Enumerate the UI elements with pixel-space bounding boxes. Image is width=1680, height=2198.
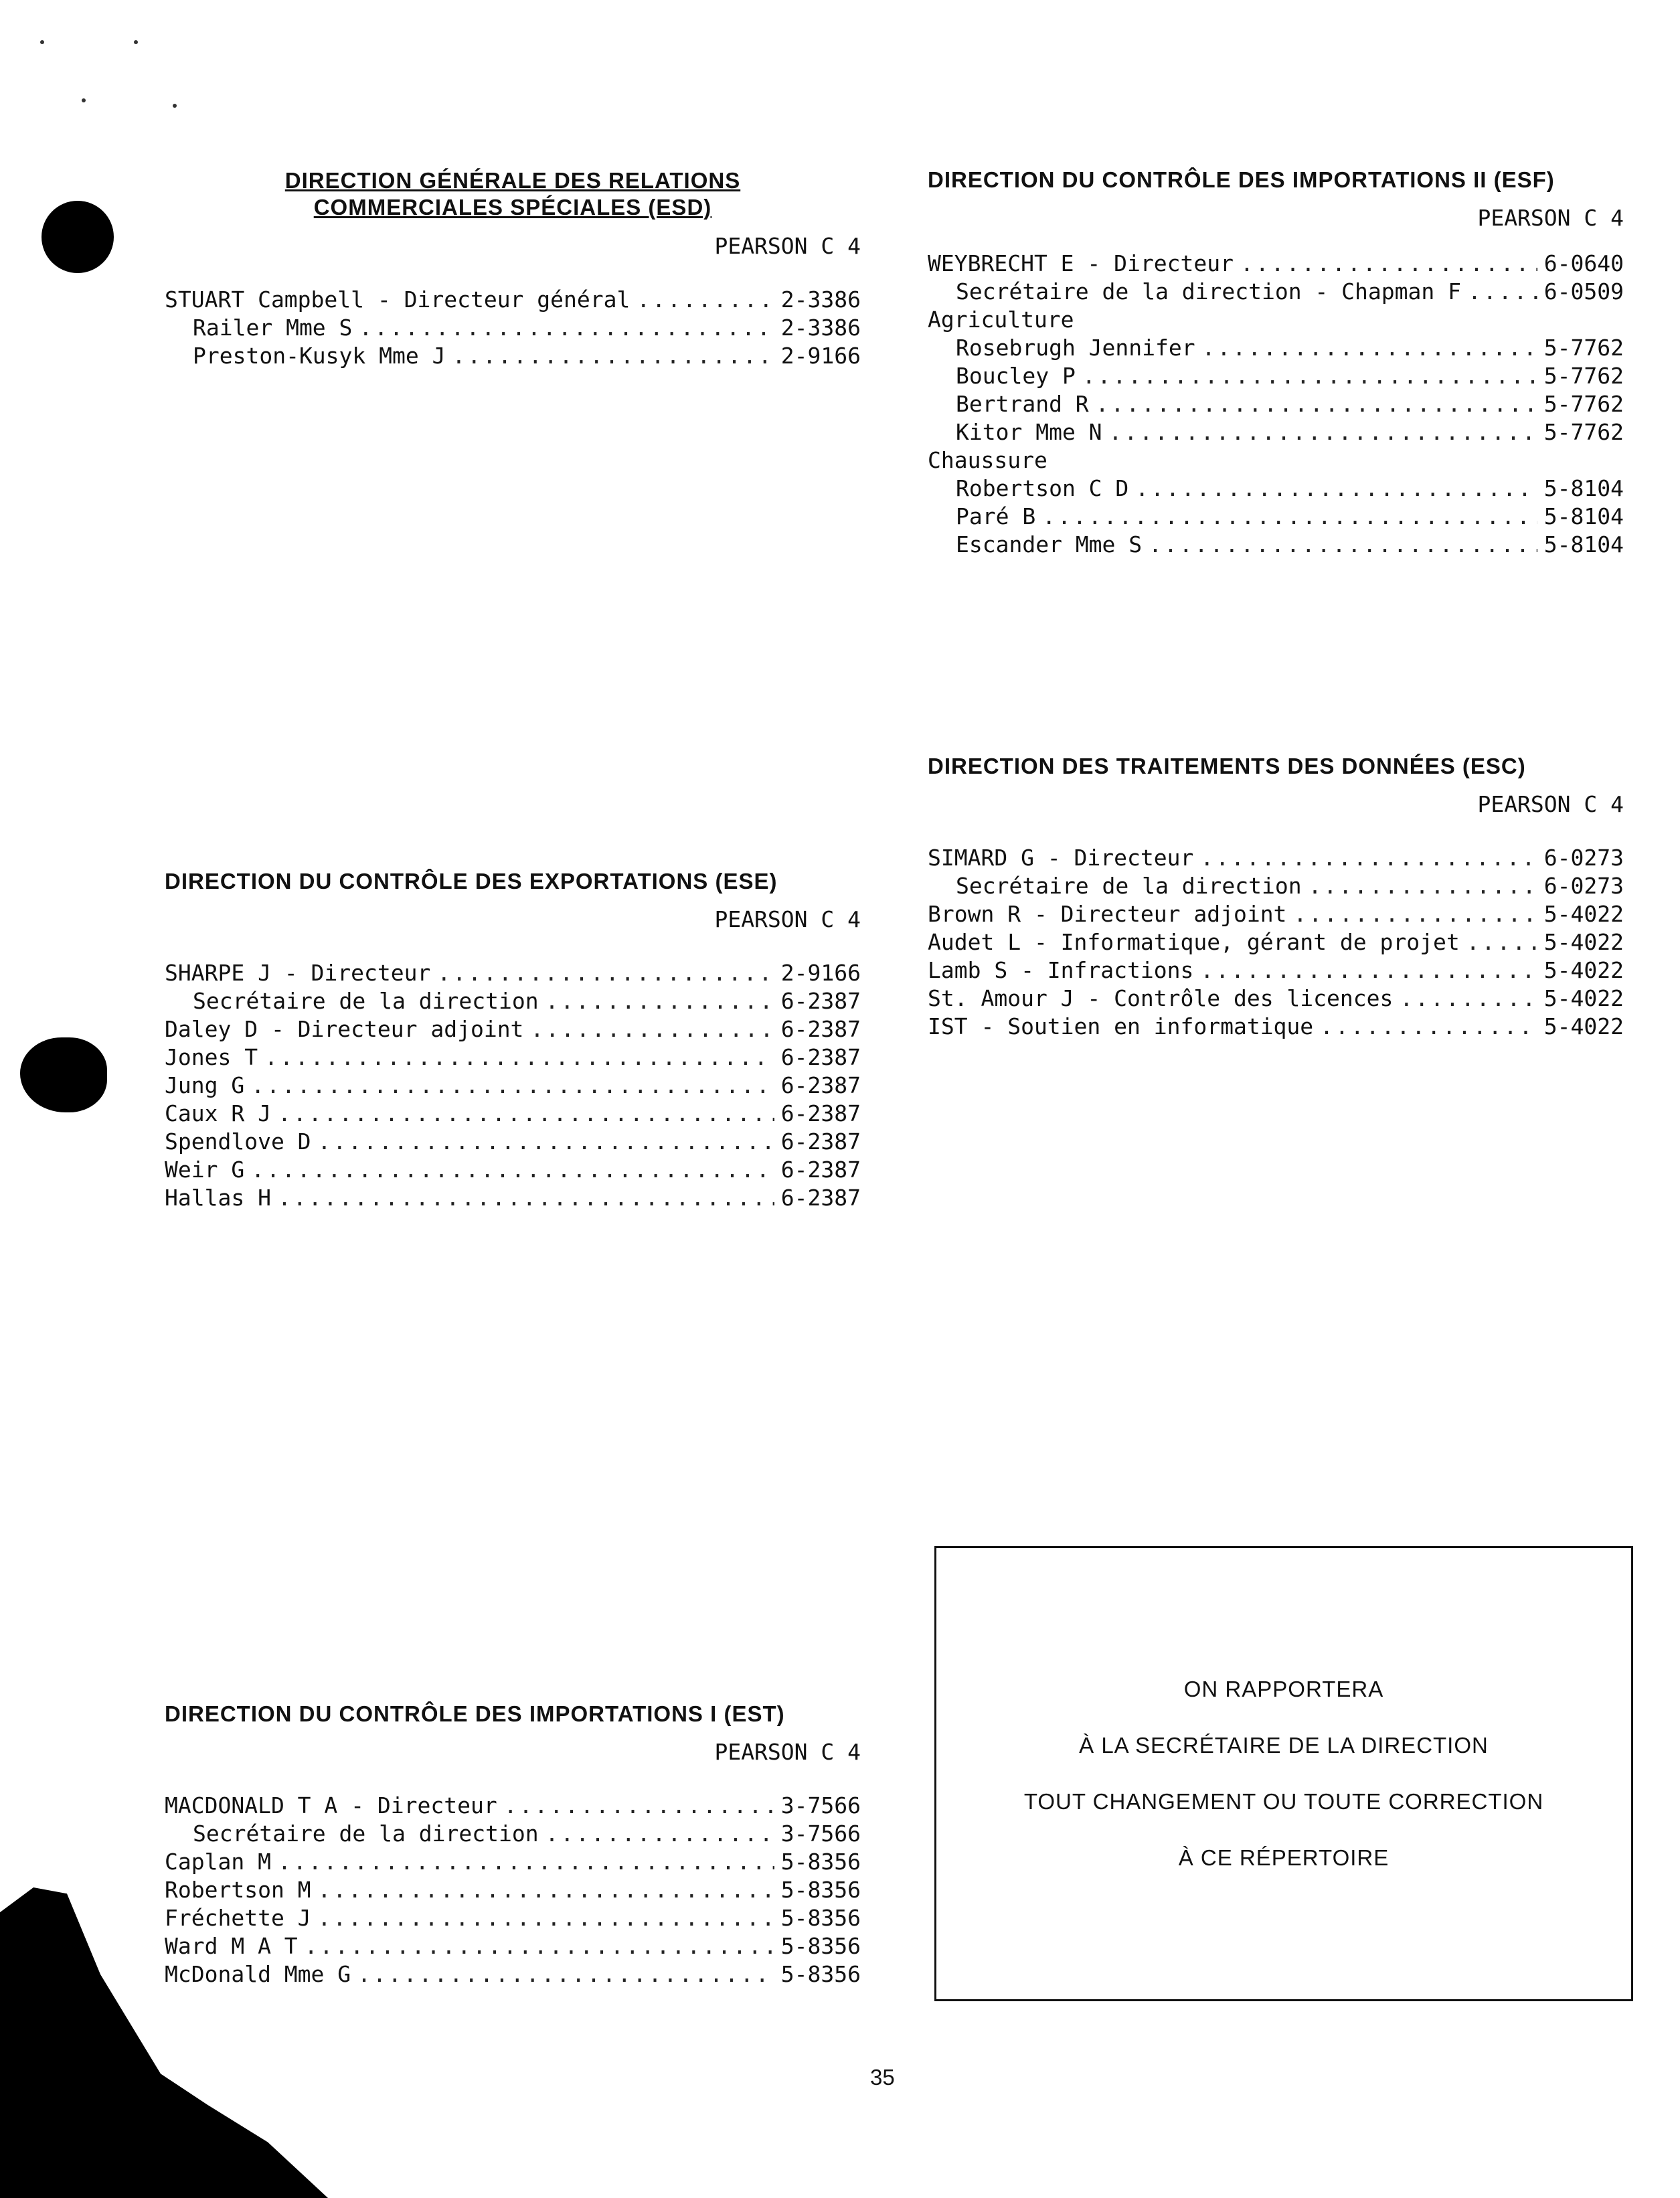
dot-leader (278, 1848, 774, 1876)
dot-leader (1293, 900, 1537, 928)
directory-entry (165, 959, 861, 987)
entry-phone: 2-3386 (780, 315, 861, 341)
entry-name: Hallas H (165, 1185, 271, 1211)
directory-list (165, 1792, 861, 1989)
notice-line: À LA SECRÉTAIRE DE LA DIRECTION (1079, 1733, 1489, 1758)
entry-name: Ward M A T (165, 1933, 298, 1959)
dot-leader (1096, 390, 1537, 418)
directory-list (165, 286, 861, 370)
notice-line: TOUT CHANGEMENT OU TOUTE CORRECTION (1023, 1789, 1544, 1814)
entry-name: Caplan M (165, 1849, 271, 1875)
dot-leader (251, 1156, 774, 1184)
directory-entry (928, 900, 1624, 928)
page-number: 35 (870, 2065, 895, 2090)
entry-name: Escander Mme S (956, 531, 1143, 558)
directory-entry (928, 531, 1624, 559)
dot-leader (545, 1820, 774, 1848)
section-title: DIRECTION DU CONTRÔLE DES EXPORTATIONS (ESE) (165, 869, 778, 894)
entry-phone: 5-7762 (1543, 419, 1624, 445)
entry-name: SHARPE J - Directeur (165, 960, 431, 986)
section-esf (928, 167, 1624, 559)
entry-phone: 5-8104 (1543, 531, 1624, 558)
entry-phone: 5-4022 (1543, 929, 1624, 955)
entry-phone: 5-7762 (1543, 335, 1624, 361)
directory-entry (928, 503, 1624, 531)
entry-name: Secrétaire de la direction - Chapman F (956, 278, 1461, 305)
entry-phone: 6-2387 (780, 1016, 861, 1042)
directory-entry (928, 956, 1624, 985)
directory-entry (165, 1904, 861, 1932)
entry-phone: 3-7566 (780, 1792, 861, 1819)
location-label: PEARSON C 4 (714, 1739, 861, 1765)
entry-name: Kitor Mme N (956, 419, 1102, 445)
dot-leader (1109, 418, 1537, 446)
scan-speck (173, 104, 177, 108)
directory-entry (928, 418, 1624, 446)
entry-phone: 5-4022 (1543, 985, 1624, 1011)
entry-name: Daley D - Directeur adjoint (165, 1016, 524, 1042)
scan-speck (40, 40, 44, 44)
dot-leader (1202, 334, 1537, 362)
entry-name: MACDONALD T A - Directeur (165, 1792, 497, 1819)
dot-leader (1200, 844, 1537, 872)
dot-leader (1309, 872, 1537, 900)
directory-entry (165, 1848, 861, 1876)
entry-name: Secrétaire de la direction (956, 873, 1302, 899)
directory-entry (165, 342, 861, 370)
punch-hole-middle (20, 1037, 107, 1112)
directory-entry (165, 1015, 861, 1043)
dot-leader (305, 1932, 774, 1960)
entry-phone: 6-2387 (780, 1128, 861, 1155)
location-label: PEARSON C 4 (714, 233, 861, 259)
entry-phone: 6-2387 (780, 1157, 861, 1183)
directory-entry (165, 987, 861, 1015)
section-title: DIRECTION DES TRAITEMENTS DES DONNÉES (ESC) (928, 754, 1526, 778)
dot-leader (1466, 928, 1537, 956)
entry-name: Robertson M (165, 1877, 311, 1903)
entry-phone: 5-8104 (1543, 503, 1624, 529)
section-title-line: COMMERCIALES SPÉCIALES (ESD) (313, 195, 712, 220)
entry-name: Secrétaire de la direction (193, 1821, 539, 1847)
entry-name: Secrétaire de la direction (193, 988, 539, 1014)
entry-phone: 2-3386 (780, 286, 861, 313)
location-label: PEARSON C 4 (714, 906, 861, 932)
dot-leader (504, 1792, 774, 1820)
entry-name: Rosebrugh Jennifer (956, 335, 1195, 361)
directory-entry (165, 1792, 861, 1820)
entry-phone: 5-8356 (780, 1905, 861, 1931)
entry-phone: 6-2387 (780, 988, 861, 1014)
entry-phone: 6-0273 (1543, 873, 1624, 899)
location-label: PEARSON C 4 (1477, 205, 1624, 231)
directory-entry (165, 1156, 861, 1184)
entry-name: St. Amour J - Contrôle des licences (928, 985, 1394, 1011)
section-title-line: DIRECTION GÉNÉRALE DES RELATIONS (284, 168, 741, 193)
entry-phone: 5-8356 (780, 1849, 861, 1875)
scan-speck (82, 98, 86, 102)
dot-leader (318, 1876, 774, 1904)
entry-name: Boucley P (956, 363, 1076, 389)
directory-entry (928, 278, 1624, 306)
dot-leader (278, 1184, 774, 1212)
entry-name: Caux R J (165, 1100, 271, 1126)
entry-name: Audet L - Informatique, gérant de projet (928, 929, 1460, 955)
section-est (165, 1701, 861, 1989)
section-esd (165, 167, 861, 370)
entry-name: Robertson C D (956, 475, 1129, 501)
dot-leader (1082, 362, 1537, 390)
dot-leader (1320, 1013, 1537, 1041)
entry-name: Chaussure (928, 447, 1047, 473)
entry-name: IST - Soutien en informatique (928, 1013, 1314, 1039)
dot-leader (437, 959, 774, 987)
location-label: PEARSON C 4 (1477, 791, 1624, 817)
directory-entry (165, 314, 861, 342)
entry-name: Railer Mme S (193, 315, 353, 341)
entry-phone: 5-7762 (1543, 363, 1624, 389)
entry-phone: 5-8104 (1543, 475, 1624, 501)
directory-list (165, 959, 861, 1212)
dot-leader (1240, 250, 1537, 278)
entry-name: Spendlove D (165, 1128, 311, 1155)
entry-phone: 5-8356 (780, 1961, 861, 1987)
notice-box (934, 1546, 1633, 2001)
directory-list (928, 250, 1624, 559)
dot-leader (264, 1043, 774, 1072)
directory-entry (928, 985, 1624, 1013)
directory-entry (165, 1876, 861, 1904)
entry-name: SIMARD G - Directeur (928, 845, 1194, 871)
notice-line: À CE RÉPERTOIRE (1178, 1845, 1390, 1870)
entry-phone: 5-4022 (1543, 957, 1624, 983)
directory-entry (928, 250, 1624, 278)
entry-name: Weir G (165, 1157, 245, 1183)
dot-leader (1200, 956, 1537, 985)
section-esd-title (272, 167, 754, 221)
entry-name: WEYBRECHT E - Directeur (928, 250, 1234, 276)
entry-phone: 6-2387 (780, 1072, 861, 1098)
directory-entry (165, 1128, 861, 1156)
directory-entry (165, 1184, 861, 1212)
entry-name: Brown R - Directeur adjoint (928, 901, 1287, 927)
entry-phone: 5-4022 (1543, 1013, 1624, 1039)
category-heading (928, 446, 1624, 475)
directory-entry (165, 1072, 861, 1100)
dot-leader (359, 314, 774, 342)
directory-entry (928, 362, 1624, 390)
punch-hole-top (41, 201, 114, 273)
section-esc (928, 754, 1624, 1041)
entry-phone: 5-8356 (780, 1933, 861, 1959)
entry-name: Jung G (165, 1072, 245, 1098)
directory-entry (928, 844, 1624, 872)
scan-speck (134, 40, 138, 44)
directory-entry (928, 928, 1624, 956)
dot-leader (1400, 985, 1537, 1013)
entry-phone: 6-0509 (1543, 278, 1624, 305)
section-title: DIRECTION DU CONTRÔLE DES IMPORTATIONS II (ESF) (928, 167, 1555, 192)
notice-line: ON RAPPORTERA (1183, 1677, 1384, 1701)
dot-leader (318, 1128, 774, 1156)
directory-entry (928, 475, 1624, 503)
directory-entry (165, 1932, 861, 1960)
entry-phone: 6-2387 (780, 1185, 861, 1211)
entry-name: Bertrand R (956, 391, 1089, 417)
entry-phone: 6-2387 (780, 1100, 861, 1126)
dot-leader (545, 987, 774, 1015)
directory-entry (928, 390, 1624, 418)
entry-phone: 5-4022 (1543, 901, 1624, 927)
entry-name: Paré B (956, 503, 1036, 529)
section-title: DIRECTION DU CONTRÔLE DES IMPORTATIONS I (EST) (165, 1701, 785, 1726)
dot-leader (452, 342, 774, 370)
dot-leader (357, 1960, 774, 1989)
entry-phone: 6-0273 (1543, 845, 1624, 871)
entry-phone: 5-8356 (780, 1877, 861, 1903)
entry-phone: 2-9166 (780, 960, 861, 986)
directory-entry (165, 1820, 861, 1848)
directory-entry (928, 1013, 1624, 1041)
entry-name: STUART Campbell - Directeur général (165, 286, 631, 313)
dot-leader (1135, 475, 1537, 503)
entry-phone: 3-7566 (780, 1821, 861, 1847)
directory-entry (165, 1043, 861, 1072)
dot-leader (1149, 531, 1537, 559)
directory-list (928, 844, 1624, 1041)
entry-name: Jones T (165, 1044, 258, 1070)
entry-phone: 5-7762 (1543, 391, 1624, 417)
entry-name: Agriculture (928, 307, 1074, 333)
dot-leader (278, 1100, 774, 1128)
directory-entry (928, 872, 1624, 900)
dot-leader (1468, 278, 1537, 306)
dot-leader (318, 1904, 774, 1932)
dot-leader (251, 1072, 774, 1100)
directory-entry (165, 286, 861, 314)
entry-name: McDonald Mme G (165, 1961, 351, 1987)
dot-leader (637, 286, 774, 314)
directory-entry (165, 1100, 861, 1128)
entry-phone: 6-0640 (1543, 250, 1624, 276)
directory-entry (165, 1960, 861, 1989)
dot-leader (1042, 503, 1537, 531)
category-heading (928, 306, 1624, 334)
entry-phone: 2-9166 (780, 343, 861, 369)
entry-name: Preston-Kusyk Mme J (193, 343, 446, 369)
dot-leader (530, 1015, 774, 1043)
directory-entry (928, 334, 1624, 362)
entry-phone: 6-2387 (780, 1044, 861, 1070)
section-ese (165, 869, 861, 1212)
entry-name: Fréchette J (165, 1905, 311, 1931)
entry-name: Lamb S - Infractions (928, 957, 1194, 983)
